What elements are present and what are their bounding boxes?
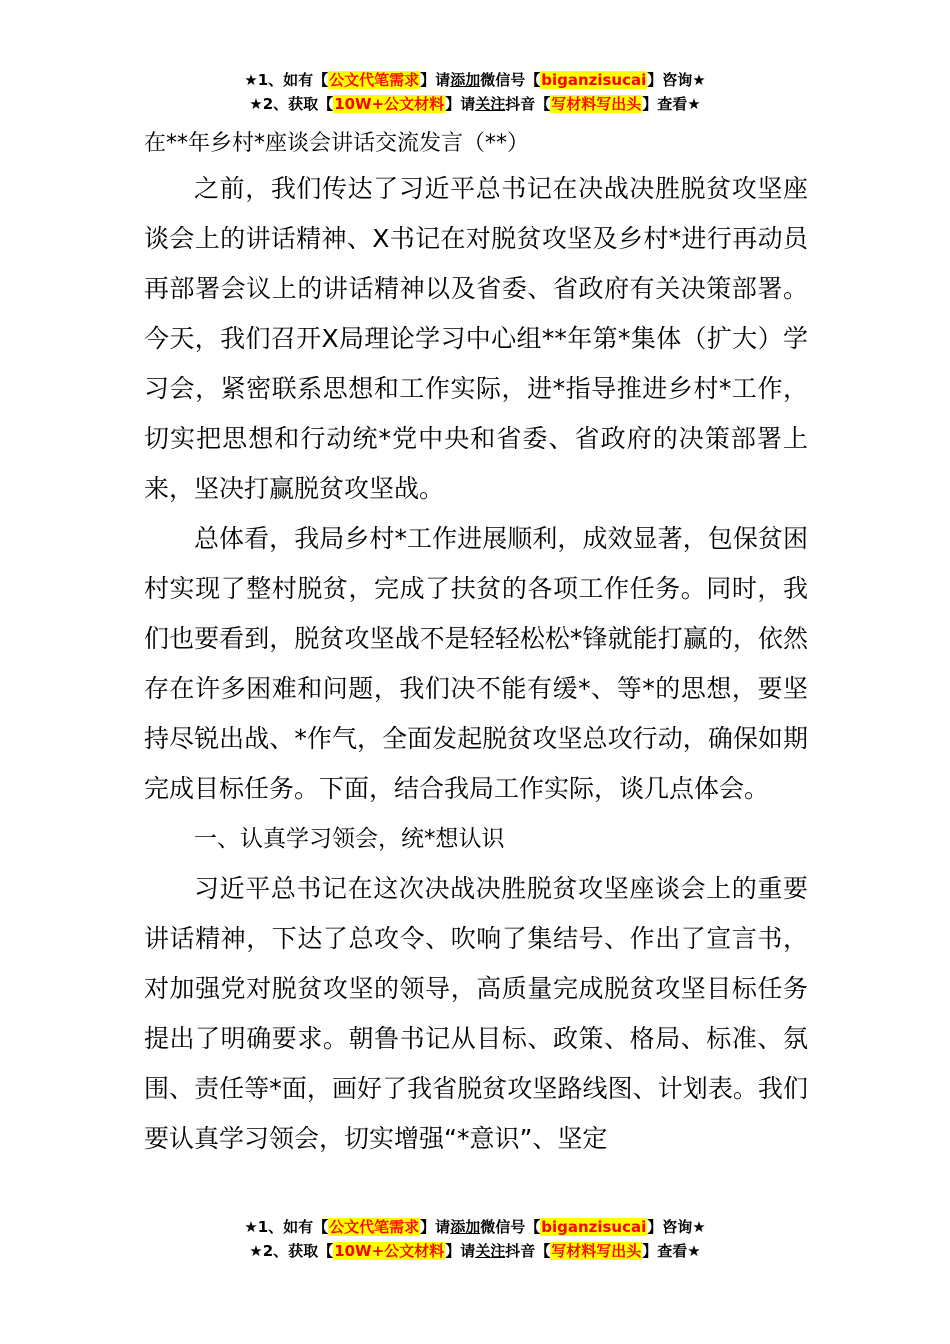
promo-text: 】查看★	[642, 95, 701, 113]
promo-text: ★2、获取【	[249, 1242, 334, 1260]
promo-text: 】请	[445, 1242, 476, 1260]
section-paragraph: 习近平总书记在这次决战决胜脱贫攻坚座谈会上的重要讲话精神，下达了总攻令、吹响了集结号、作出了宣言书，对加强党对脱贫攻坚的领导，高质量完成脱贫攻坚目标任务提出了明确要求。朝鲁书记从目标、政策、格局、标准、氛围、责任等*面，画好了我省脱贫攻坚路线图、计划表。我们要认真学习领会，切实增强“*意识”、坚定	[144, 874, 808, 1153]
promo-highlight-douyin: 写材料写出头	[551, 95, 642, 113]
promo-emphasis: 关注	[475, 1242, 506, 1260]
promo-highlight-douyin: 写材料写出头	[551, 1242, 642, 1260]
promo-emphasis: 添加	[450, 1218, 481, 1236]
promo-text: ★1、如有【	[244, 71, 329, 89]
promo-text: 抖音【	[505, 95, 551, 113]
promo-emphasis: 关注	[475, 95, 506, 113]
promo-text: ★1、如有【	[244, 1218, 329, 1236]
promo-line-2	[0, 92, 950, 116]
section-heading: 一、认真学习领会，统*想认识	[194, 826, 505, 852]
promo-text: 】咨询★	[647, 71, 706, 89]
promo-emphasis: 添加	[450, 71, 481, 89]
promo-text: 抖音【	[505, 1242, 551, 1260]
promo-text: 微信号【	[480, 1218, 541, 1236]
promo-highlight-service: 公文代笔需求	[329, 71, 420, 89]
promo-line-2	[0, 1239, 950, 1263]
body-paragraph: 之前，我们传达了习近平总书记在决战决胜脱贫攻坚座谈会上的讲话精神、X书记在对脱贫攻坚及乡村*进行再动员再部署会议上的讲话精神以及省委、省政府有关决策部署。今天，我们召开X局理论学习中心组**年第*集体（扩大）学习会，紧密联系思想和工作实际，进*指导推进乡村*工作，切实把思想和行动统*党中央和省委、省政府的决策部署上来，坚决打赢脱贫攻坚战。	[144, 174, 808, 503]
document-title: 在**年乡村*座谈会讲话交流发言（**）	[144, 131, 530, 156]
footer-promo-banner	[0, 1215, 950, 1263]
promo-text: 微信号【	[480, 71, 541, 89]
promo-text: 】咨询★	[647, 1218, 706, 1236]
promo-highlight-wechat-id: biganzisucai	[541, 1218, 647, 1236]
promo-highlight-service: 公文代笔需求	[329, 1218, 420, 1236]
promo-highlight-wechat-id: biganzisucai	[541, 71, 647, 89]
promo-highlight-materials: 10W+公文材料	[334, 95, 445, 113]
promo-text: ★2、获取【	[249, 95, 334, 113]
promo-text: 】查看★	[642, 1242, 701, 1260]
promo-text: 】请	[445, 95, 476, 113]
promo-highlight-materials: 10W+公文材料	[334, 1242, 445, 1260]
body-paragraph: 总体看，我局乡村*工作进展顺利，成效显著，包保贫困村实现了整村脱贫，完成了扶贫的各项工作任务。同时，我们也要看到，脱贫攻坚战不是轻轻松松*锋就能打赢的，依然存在许多困难和问题，我们决不能有缓*、等*的思想，要坚持尽锐出战、*作气，全面发起脱贫攻坚总攻行动，确保如期完成目标任务。下面，结合我局工作实际，谈几点体会。	[144, 524, 808, 803]
promo-line-1	[0, 1215, 950, 1239]
header-promo-banner	[0, 68, 950, 116]
promo-text: 】请	[420, 1218, 451, 1236]
promo-text: 】请	[420, 71, 451, 89]
promo-line-1	[0, 68, 950, 92]
document-body	[144, 124, 808, 1164]
